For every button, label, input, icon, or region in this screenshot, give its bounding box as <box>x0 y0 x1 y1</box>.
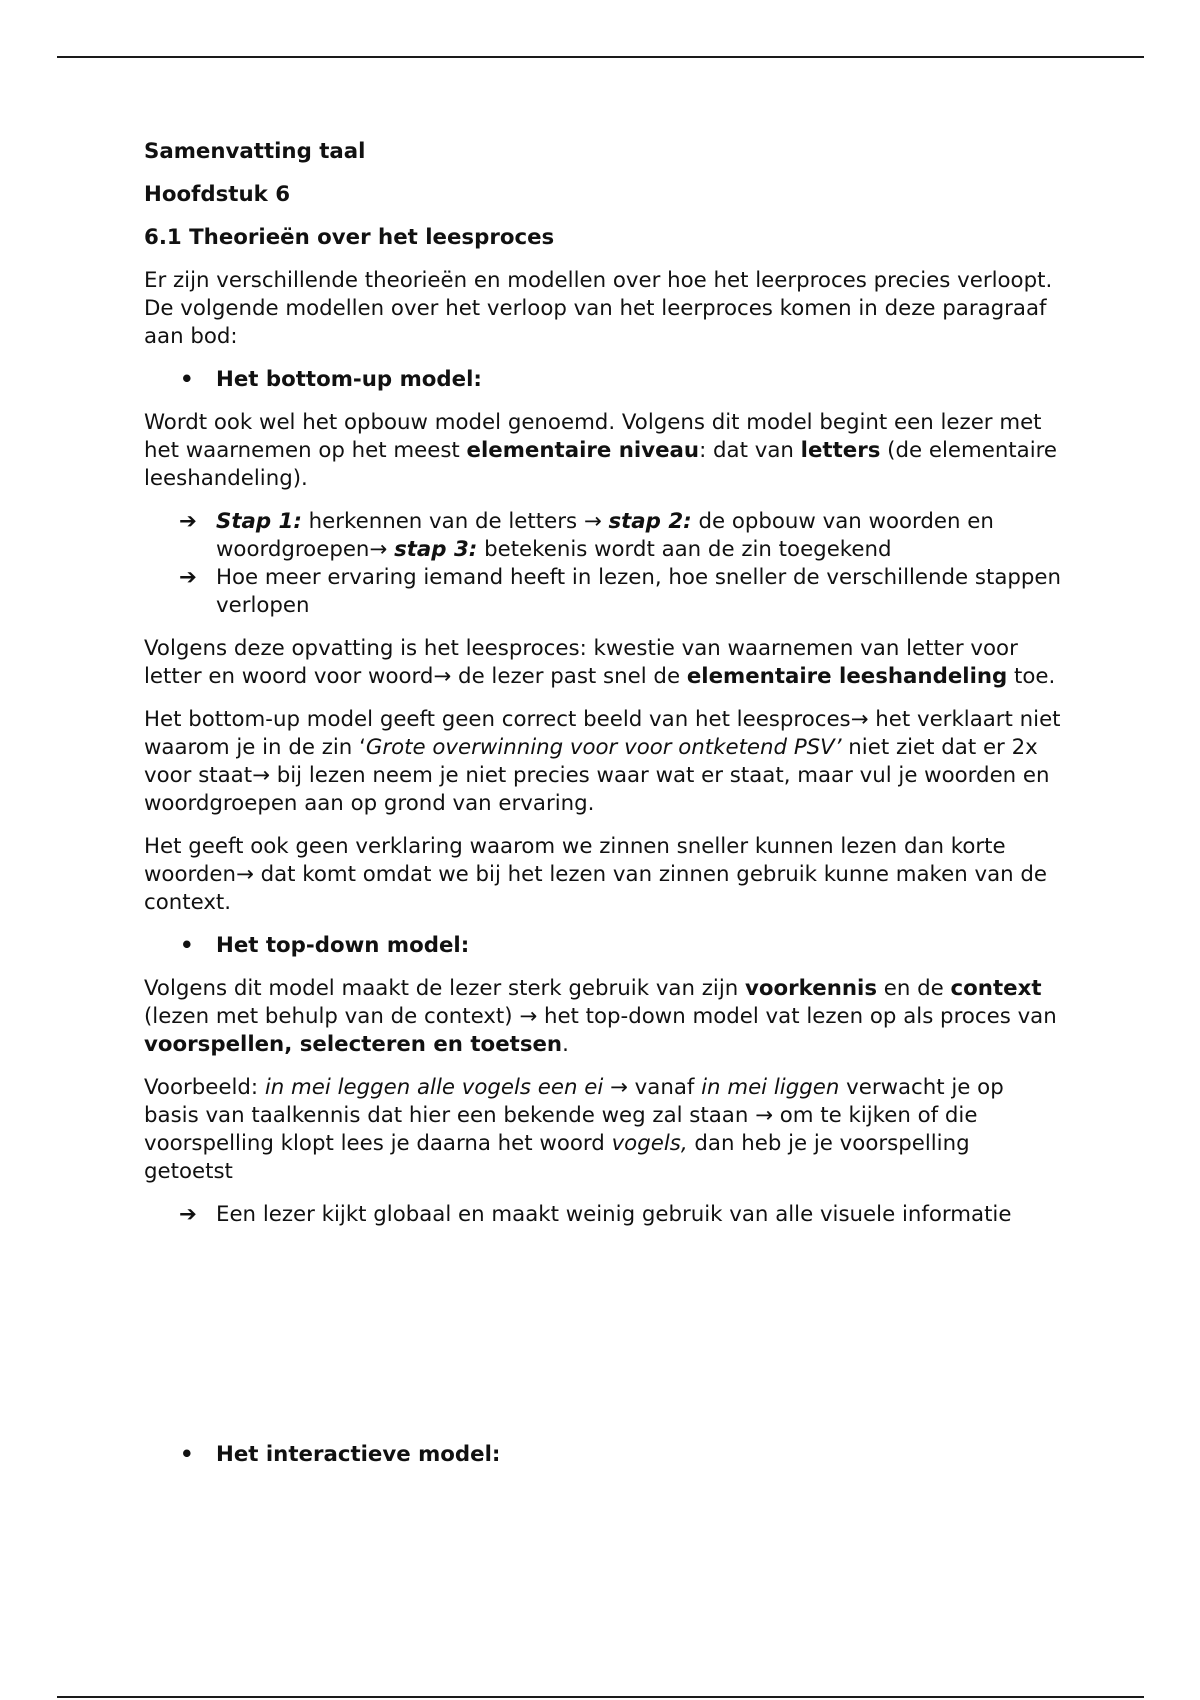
bullet-interactive <box>144 1441 1064 1469</box>
top-down-description: Volgens dit model maakt de lezer sterk gebruik van zijn voorkennis en de context (lezen met behulp van de context) → het top-down model vat lezen op als proces van voorspellen, selecteren en toetsen. <box>144 976 1057 1057</box>
bottom-up-context: Het geeft ook geen verklaring waarom we zinnen sneller kunnen lezen dan korte woorden→ dat komt omdat we bij het lezen van zinnen gebruik kunne maken van de context. <box>144 834 1048 915</box>
bottom-up-description: Wordt ook wel het opbouw model genoemd. Volgens dit model begint een lezer met het waarnemen op het meest elementaire niveau: dat van letters (de elementaire leeshandeling). <box>144 410 1058 491</box>
top-down-example: Voorbeeld: in mei leggen alle vogels een ei → vanaf in mei liggen verwacht je op basis van taalkennis dat hier een bekende weg zal staan → om te kijken of die voorspelling klopt lees je daarna het woord vogels, dan heb je je voorspelling getoetst <box>144 1075 1004 1184</box>
document-body <box>144 138 1064 1469</box>
bottom-up-view: Volgens deze opvatting is het leesproces: kwestie van waarnemen van letter voor letter en woord voor woord→ de lezer past snel de elementaire leeshandeling toe. <box>144 636 1056 689</box>
bottom-up-heading: Het bottom-up model: <box>216 367 482 392</box>
bullet-mark: • <box>180 1442 194 1467</box>
bullet-bottom-up <box>144 366 1064 394</box>
header-rule <box>57 56 1144 58</box>
bullet-top-down <box>144 932 1064 960</box>
arrow-icon: ➔ <box>179 565 197 590</box>
interactive-heading: Het interactieve model: <box>216 1442 501 1467</box>
document-title: Samenvatting taal <box>144 139 366 164</box>
bullet-mark: • <box>180 933 194 958</box>
arrow-item-global: ➔ Een lezer kijkt globaal en maakt weinig gebruik van alle visuele informatie <box>179 1202 1012 1227</box>
bottom-up-critique: Het bottom-up model geeft geen correct beeld van het leesproces→ het verklaart niet waarom je in de zin ‘Grote overwinning voor voor ontketend PSV’ niet ziet dat er 2x voor staat→ bij lezen neem je niet precies waar wat er staat, maar vul je woorden en woordgroepen aan op grond van ervaring. <box>144 707 1061 816</box>
top-down-heading: Het top-down model: <box>216 933 470 958</box>
footer-rule <box>57 1696 1144 1698</box>
arrow-icon: ➔ <box>179 509 197 534</box>
bullet-mark: • <box>180 367 194 392</box>
intro-paragraph: Er zijn verschillende theorieën en modellen over hoe het leerproces precies verloopt. De volgende modellen over het verloop van het leerproces komen in deze paragraaf aan bod: <box>144 268 1053 349</box>
blank-space <box>144 1229 1064 1441</box>
arrow-item-experience: ➔ Hoe meer ervaring iemand heeft in lezen, hoe sneller de verschillende stappen verlopen <box>179 565 1062 618</box>
section-heading: 6.1 Theorieën over het leesproces <box>144 225 555 250</box>
arrow-icon: ➔ <box>179 1202 197 1227</box>
arrow-item-steps: ➔ Stap 1: herkennen van de letters → stap 2: de opbouw van woorden en woordgroepen→ stap 3: betekenis wordt aan de zin toegekend <box>179 509 994 562</box>
chapter-heading: Hoofdstuk 6 <box>144 182 291 207</box>
